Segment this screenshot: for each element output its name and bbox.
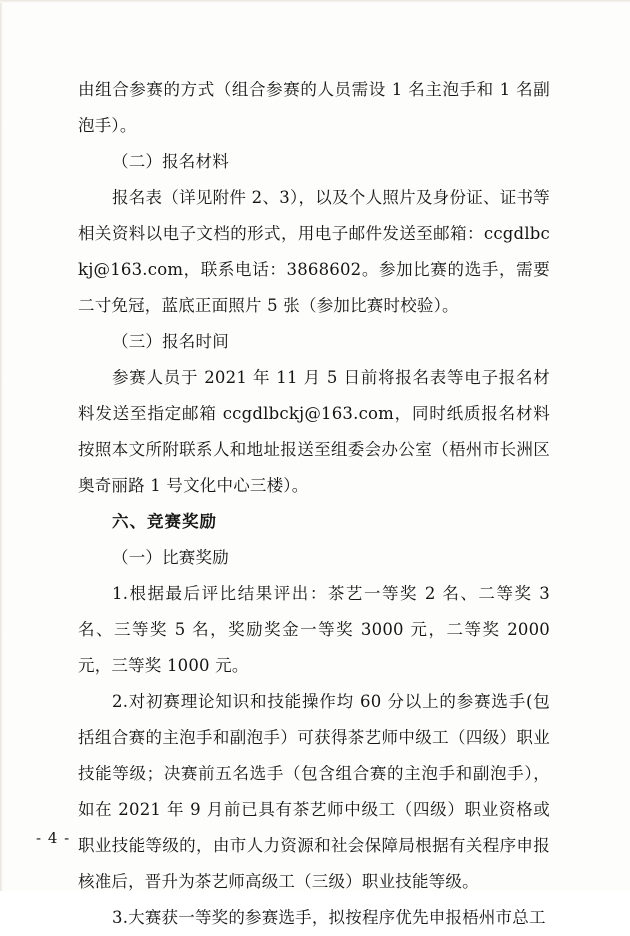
paragraph-section-1-title: （一）比赛奖励	[112, 548, 229, 567]
page-edge-shadow-top	[0, 0, 630, 3]
paragraph-award-2: 2.对初赛理论知识和技能操作均 60 分以上的参赛选手(包括组合赛的主泡手和副泡手）可获得茶艺师中级工（四级）职业技能等级；决赛前五名选手（包含组合赛的主泡手和副泡手），如在 2021 年 9 月前已具有茶艺师中级工（四级）职业资格或职业技能等级的，由市人力资源和社会保障局根据有关程序申报核准后，晋升为茶艺师高级工（三级）职业技能等级。	[78, 692, 550, 891]
paragraph-materials: 报名表（详见附件 2、3），以及个人照片及身份证、证书等相关资料以电子文档的形式，用电子邮件发送至邮箱：ccgdlbckj@163.com，联系电话：3868602。参加比赛的选手，需要二寸免冠，蓝底正面照片 5 张（参加比赛时校验）。	[78, 188, 550, 315]
paragraph-section-3-title: （三）报名时间	[112, 332, 229, 351]
page-edge-shadow-left	[0, 0, 3, 891]
page-number: - 4 -	[36, 829, 71, 847]
paragraph-award-1: 1.根据最后评比结果评出：茶艺一等奖 2 名、二等奖 3 名、三等奖 5 名，奖励奖金一等奖 3000 元，二等奖 2000 元，三等奖 1000 元。	[78, 584, 550, 675]
paragraph-combo-entry: 由组合参赛的方式（组合参赛的人员需设 1 名主泡手和 1 名副泡手）。	[78, 80, 550, 135]
paragraph-award-3: 3.大赛获一等奖的参赛选手，拟按程序优先申报梧州市总工	[112, 908, 546, 927]
page-body	[78, 72, 550, 936]
paragraph-deadline: 参赛人员于 2021 年 11 月 5 日前将报名表等电子报名材料发送至指定邮箱 ccgdlbckj@163.com，同时纸质报名材料按照本文所附联系人和地址报送至组委会办公室（梧州市长洲区奥奇丽路 1 号文化中心三楼）。	[78, 368, 550, 495]
heading-section-6: 六、竞赛奖励	[112, 512, 217, 531]
paragraph-section-2-title: （二）报名材料	[112, 152, 229, 171]
